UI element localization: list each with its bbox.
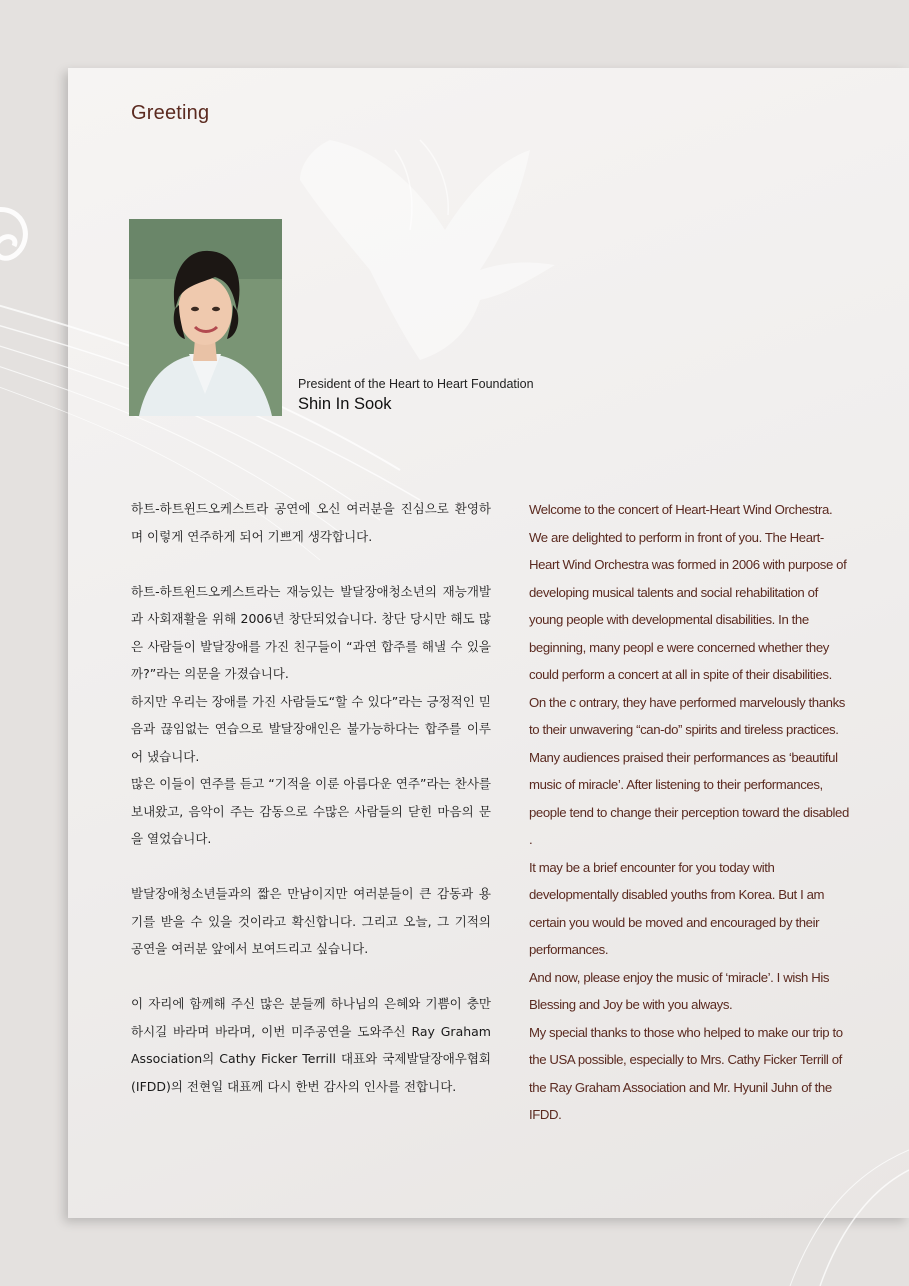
english-paragraph: And now, please enjoy the music of ‘miracle’. I wish His Blessing and Joy be with you always. xyxy=(529,969,830,1012)
english-paragraph: Welcome to the concert of Heart-Heart Wind Orchestra. We are delighted to perform in front of you. The Heart-Heart Wind Orchestra was formed in 2006 with purpose of developing musical talents and social rehabilitation of young people with developmental disabilities. In the beginning, many peopl e were concerned whether they could perform a concert at all in spite of their disabilities. On the c ontrary, they have performed marvelously thanks to their unwavering “can-do” spirits and tireless practices. Many audiences praised their performances as ‘beautiful music of miracle’. After listening to their performances, people tend to change their perception toward the disabled . xyxy=(529,502,849,847)
korean-paragraph: 하지만 우리는 장애를 가진 사람들도“할 수 있다”라는 긍정적인 믿음과 끊임없는 연습으로 발달장애인은 불가능하다는 합주를 이루어 냈습니다. xyxy=(131,693,491,764)
english-paragraph: It may be a brief encounter for you today with developmentally disabled youths from Korea. But I am certain you would be moved and encouraged by their performances. xyxy=(529,859,825,957)
english-greeting-text xyxy=(529,496,849,1129)
korean-paragraph: 많은 이들이 연주를 듣고 “기적을 이룬 아름다운 연주”라는 찬사를 보내왔고, 음악이 주는 감동으로 수많은 사람들의 닫힌 마음의 문을 열었습니다. xyxy=(131,776,491,846)
english-paragraph: My special thanks to those who helped to make our trip to the USA possible, especially to Mrs. Cathy Ficker Terrill of the Ray Graham Association and Mr. Hyunil Juhn of the IFDD. xyxy=(529,1024,843,1122)
president-portrait-photo xyxy=(129,219,282,416)
korean-paragraph: 하트-하트윈드오케스트라 공연에 오신 여러분을 진심으로 환영하며 이렇게 연주하게 되어 기쁘게 생각합니다. xyxy=(131,501,491,544)
president-name: Shin In Sook xyxy=(298,395,392,413)
korean-paragraph: 이 자리에 함께해 주신 많은 분들께 하나님의 은혜와 기쁨이 충만하시길 바라며 바라며, 이번 미주공연을 도와주신 Ray Graham Association의 Cathy Ficker Terrill 대표와 국제발달장애우협회(IFDD)의 전현일 대표께 다시 한번 감사의 인사를 전합니다. xyxy=(131,996,491,1094)
korean-greeting-text xyxy=(131,495,491,1100)
korean-paragraph: 하트-하트윈드오케스트라는 재능있는 발달장애청소년의 재능개발과 사회재활을 위해 2006년 창단되었습니다. 창단 당시만 해도 많은 사람들이 발달장애를 가진 친구들이 “과연 합주를 해낼 수 있을까?”라는 의문을 가졌습니다. xyxy=(131,583,491,681)
korean-paragraph: 발달장애청소년들과의 짧은 만남이지만 여러분들이 큰 감동과 용기를 받을 수 있을 것이라고 확신합니다. 그리고 오늘, 그 기적의 공연을 여러분 앞에서 보여드리고 싶습니다. xyxy=(131,886,491,956)
page-heading: Greeting xyxy=(131,102,210,124)
president-title: President of the Heart to Heart Foundation xyxy=(298,377,534,391)
swirl-ornament xyxy=(0,210,25,259)
